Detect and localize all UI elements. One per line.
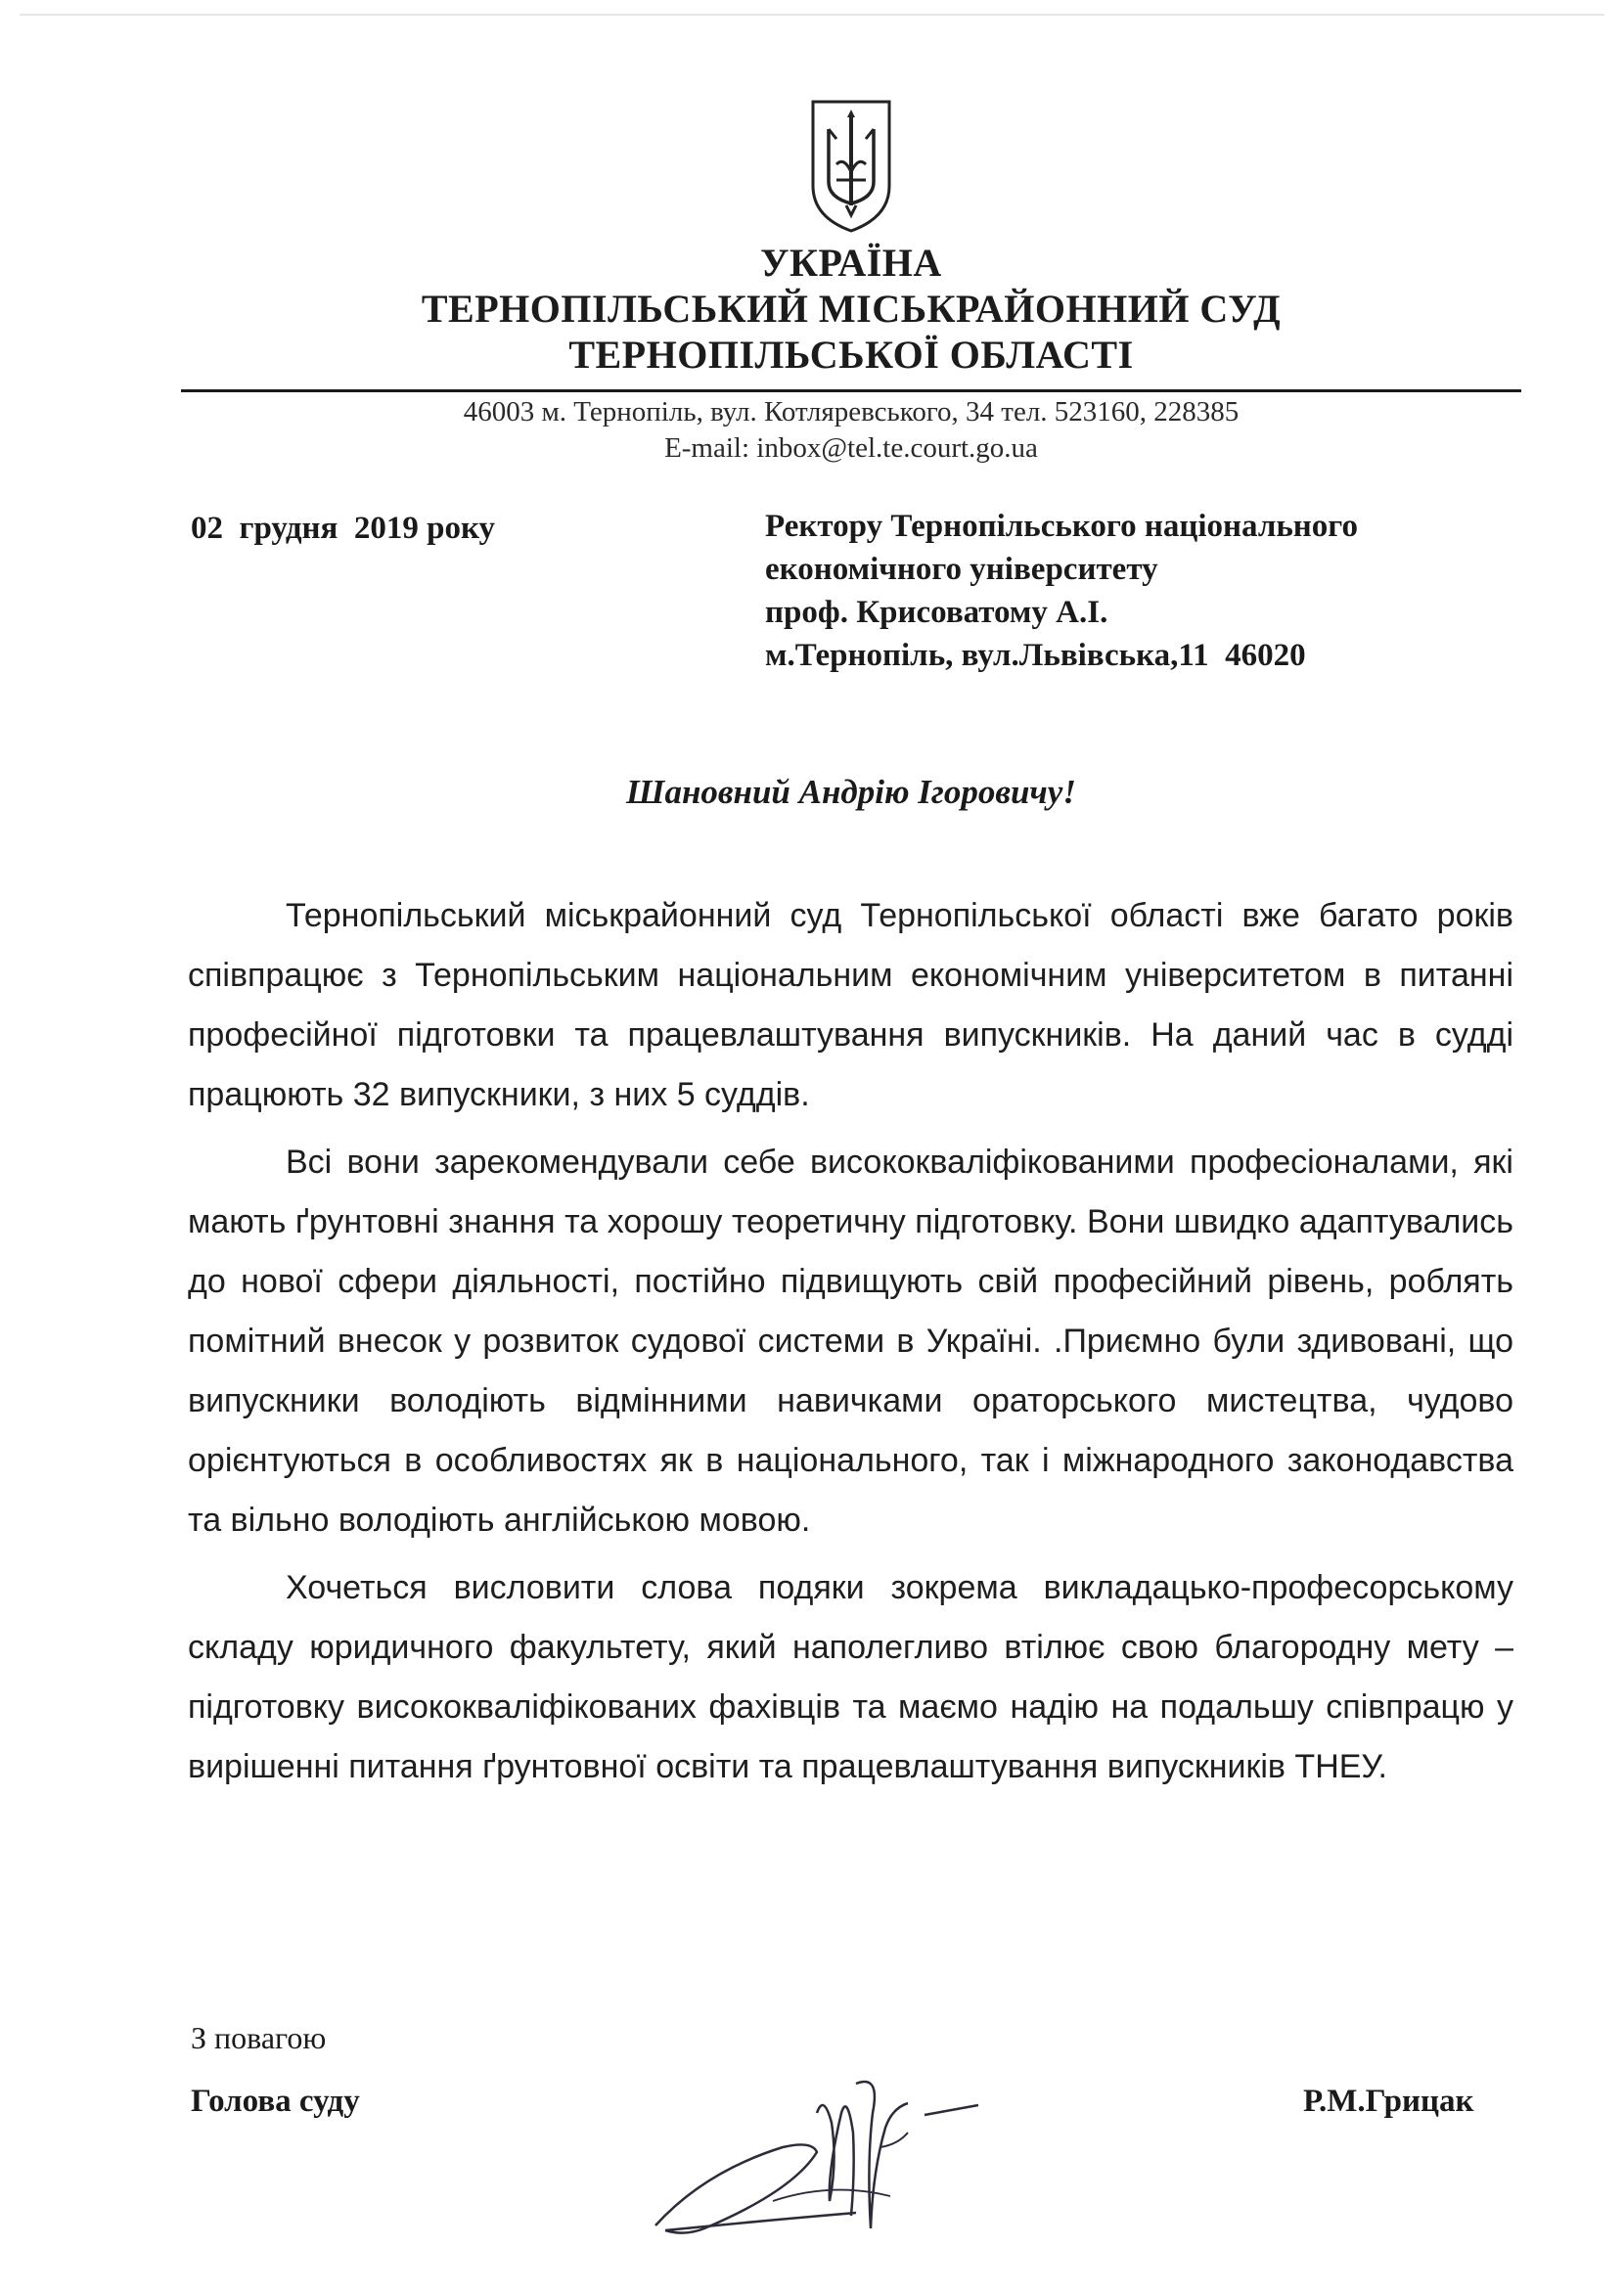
addressee-block xyxy=(765,505,1528,677)
letter-date: 02 грудня 2019 року xyxy=(191,511,496,546)
addressee-line: економічного університету xyxy=(765,552,1158,587)
body-paragraph: Хочеться висловити слова подяки зокрема викладацько-професорському складу юридичного факультету, який наполегливо втілює свою благородну мету – підготовку висококваліфікованих фахівців та маємо надію на подальшу співпрацю у вирішенні питання ґрунтовної освіти та працевлаштування випускників ТНЕУ. xyxy=(188,1569,1513,1785)
addressee-line: Ректору Тернопільського національного xyxy=(765,509,1358,544)
letterhead-divider xyxy=(181,389,1521,392)
closing-phrase: З повагою xyxy=(191,2020,327,2055)
salutation: Шановний Андрію Ігоровичу! xyxy=(626,773,1076,811)
letter-body xyxy=(188,886,1513,1805)
coat-of-arms-trident-icon xyxy=(807,96,895,235)
signer-title: Голова суду xyxy=(191,2084,360,2119)
body-paragraph: Тернопільський міськрайонний суд Тернопільської області вже багато років співпрацює з Тернопільським національним економічним університетом в питанні професійної підготовки та працевлаштування випускників. На даний час в судді працюють 32 випускники, з них 5 суддів. xyxy=(188,897,1513,1113)
letterhead-address: 46003 м. Тернопіль, вул. Котляревського, 34 тел. 523160, 228385 xyxy=(463,396,1240,427)
signer-name: Р.М.Грицак xyxy=(1303,2084,1474,2119)
handwritten-signature-icon xyxy=(646,2054,998,2250)
scan-edge-line xyxy=(20,14,1604,16)
addressee-line: м.Тернопіль, вул.Львівська,11 46020 xyxy=(765,638,1306,673)
letterhead-region: ТЕРНОПІЛЬСЬКОЇ ОБЛАСТІ xyxy=(568,333,1134,377)
letterhead-country: УКРАЇНА xyxy=(760,241,942,285)
letterhead-email: E-mail: inbox@tel.te.court.go.ua xyxy=(664,432,1038,464)
addressee-line: проф. Крисоватому А.І. xyxy=(765,595,1108,630)
letterhead-organization: ТЕРНОПІЛЬСЬКИЙ МІСЬКРАЙОННИЙ СУД xyxy=(421,287,1282,331)
body-paragraph: Всі вони зарекомендували себе висококваліфікованими професіоналами, які мають ґрунтовні знання та хорошу теоретичну підготовку. Вони швидко адаптувались до нової сфери діяльності, постійно підвищують свій професійний рівень, роблять помітний внесок у розвиток судової системи в Україні. .Приємно були здивовані, що випускники володіють відмінними навичками ораторського мистецтва, чудово орієнтуються в особливостях як в національного, так і міжнародного законодавства та вільно володіють англійською мовою. xyxy=(188,1144,1513,1539)
